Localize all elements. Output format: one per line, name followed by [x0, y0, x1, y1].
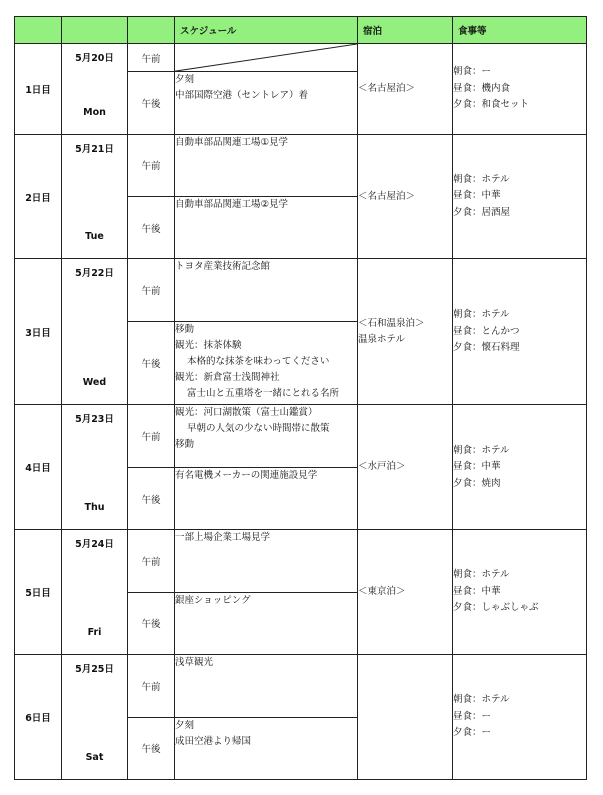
schedule-line: 自動車部品関連工場②見学 [175, 199, 289, 211]
am-label: 午前 [128, 259, 175, 321]
pm-schedule [175, 592, 358, 654]
day-label: 3日目 [15, 259, 62, 405]
meal-line: 夕食：焼肉 [453, 477, 501, 489]
schedule-row-am [15, 530, 587, 592]
pm-label: 午後 [128, 72, 175, 134]
pm-label: 午後 [128, 197, 175, 259]
pm-schedule [175, 717, 358, 779]
meal-line: 昼食：とんかつ [453, 325, 520, 337]
stay-line: ＜名古屋泊＞ [358, 82, 416, 94]
date-cell [62, 44, 128, 135]
header-stay: 宿泊 [358, 17, 453, 44]
header-ampm [128, 17, 175, 44]
stay-cell [358, 405, 453, 530]
day-label: 5日目 [15, 530, 62, 655]
schedule-row-am [15, 259, 587, 321]
schedule-line: 自動車部品関連工場①見学 [175, 136, 289, 148]
am-label: 午前 [128, 655, 175, 717]
date-cell [62, 259, 128, 405]
weekday-label: Sat [85, 752, 104, 763]
schedule-line: 富士山と五重塔を一緒にとれる名所 [187, 387, 340, 399]
stay-line: ＜水戸泊＞ [358, 461, 406, 473]
schedule-line: 銀座ショッピング [175, 594, 251, 606]
pm-label: 午後 [128, 321, 175, 405]
schedule-line: 移動 [175, 323, 195, 335]
schedule-row-am [15, 655, 587, 717]
am-schedule [175, 530, 358, 592]
header-date [62, 17, 128, 44]
day-label: 1日目 [15, 44, 62, 135]
weekday-label: Wed [82, 377, 107, 389]
pm-schedule [175, 197, 358, 259]
meal-line: 夕食：ー [453, 727, 492, 739]
blank-cell [175, 44, 358, 72]
date-label: 5月23日 [75, 414, 114, 426]
date-label: 5月24日 [75, 539, 114, 551]
schedule-line: 観光：河口湖散策（富士山鑑賞） [175, 407, 318, 419]
header-row [15, 17, 587, 44]
meal-cell [453, 134, 587, 259]
header-day [15, 17, 62, 44]
am-schedule [175, 655, 358, 717]
date-label: 5月20日 [75, 53, 114, 64]
meal-cell [453, 655, 587, 780]
meal-line: 昼食：機内食 [453, 82, 511, 94]
meal-line: 夕食：居酒屋 [453, 206, 511, 218]
stay-cell [358, 134, 453, 259]
date-cell [62, 530, 128, 655]
schedule-row-am [15, 405, 587, 467]
date-label: 5月22日 [75, 268, 114, 280]
weekday-label: Mon [83, 106, 106, 118]
schedule-line: 移動 [175, 439, 195, 451]
header-meals: 食事等 [453, 17, 587, 44]
stay-cell [358, 655, 453, 780]
meal-line: 朝食：ホテル [453, 309, 510, 321]
schedule-line: 早朝の人気の少ない時間帯に散策 [187, 423, 330, 435]
diagonal-line [175, 44, 357, 71]
meal-cell [453, 405, 587, 530]
am-schedule [175, 259, 358, 321]
day-label: 4日目 [15, 405, 62, 530]
meal-line: 朝食：ホテル [453, 569, 510, 581]
meal-line: 昼食：中華 [453, 190, 501, 202]
date-cell [62, 134, 128, 259]
schedule-line: 浅草観光 [175, 657, 214, 669]
stay-cell [358, 44, 453, 135]
meal-line: 朝食：ー [453, 66, 492, 78]
meal-line: 昼食：ー [453, 710, 492, 722]
pm-label: 午後 [128, 717, 175, 779]
am-label: 午前 [128, 44, 175, 72]
pm-schedule [175, 72, 358, 134]
weekday-label: Fri [87, 627, 102, 639]
day-label: 6日目 [15, 655, 62, 780]
meal-cell [453, 44, 587, 135]
meal-line: 昼食：中華 [453, 461, 501, 473]
schedule-line: 成田空港より帰国 [175, 735, 252, 747]
meal-line: 昼食：中華 [453, 585, 501, 597]
schedule-row-am [15, 44, 587, 72]
schedule-table [14, 16, 587, 780]
am-schedule [175, 134, 358, 196]
meal-cell [453, 530, 587, 655]
meal-line: 朝食：ホテル [453, 694, 510, 706]
am-label: 午前 [128, 530, 175, 592]
date-cell [62, 655, 128, 780]
pm-schedule [175, 467, 358, 529]
am-label: 午前 [128, 405, 175, 467]
meal-line: 朝食：ホテル [453, 444, 510, 456]
meal-cell [453, 259, 587, 405]
day-label: 2日目 [15, 134, 62, 259]
stay-cell [358, 530, 453, 655]
meal-line: 夕食：しゃぶしゃぶ [453, 602, 539, 614]
schedule-line: 本格的な抹茶を味わってください [187, 355, 330, 367]
schedule-line: 観光：抹茶体験 [175, 339, 242, 351]
date-cell [62, 405, 128, 530]
meal-line: 朝食：ホテル [453, 173, 510, 185]
meal-line: 夕食：和食セット [453, 99, 530, 111]
schedule-row-am [15, 134, 587, 196]
schedule-line: 有名電機メーカーの関連施設見学 [175, 469, 318, 481]
schedule-line: トヨタ産業技術記念館 [175, 261, 271, 273]
stay-line: 温泉ホテル [358, 333, 406, 345]
date-label: 5月25日 [75, 664, 114, 676]
stay-line: ＜東京泊＞ [358, 586, 406, 598]
weekday-label: Thu [84, 502, 105, 514]
stay-line: ＜名古屋泊＞ [358, 190, 416, 202]
schedule-line: 中部国際空港（セントレア）着 [175, 90, 309, 102]
pm-label: 午後 [128, 592, 175, 654]
pm-schedule [175, 321, 358, 405]
am-schedule [175, 405, 358, 467]
schedule-line: 観光：新倉富士浅間神社 [175, 371, 280, 383]
weekday-label: Tue [85, 231, 104, 243]
date-label: 5月21日 [75, 143, 114, 155]
schedule-line: 一部上場企業工場見学 [175, 532, 271, 544]
schedule-line: 夕刻 [175, 74, 195, 86]
am-label: 午前 [128, 134, 175, 196]
stay-line: ＜石和温泉泊＞ [358, 317, 425, 329]
schedule-line: 夕刻 [175, 719, 195, 731]
stay-cell [358, 259, 453, 405]
pm-label: 午後 [128, 467, 175, 529]
header-schedule: スケジュール [175, 17, 358, 44]
meal-line: 夕食：懐石料理 [453, 342, 520, 354]
